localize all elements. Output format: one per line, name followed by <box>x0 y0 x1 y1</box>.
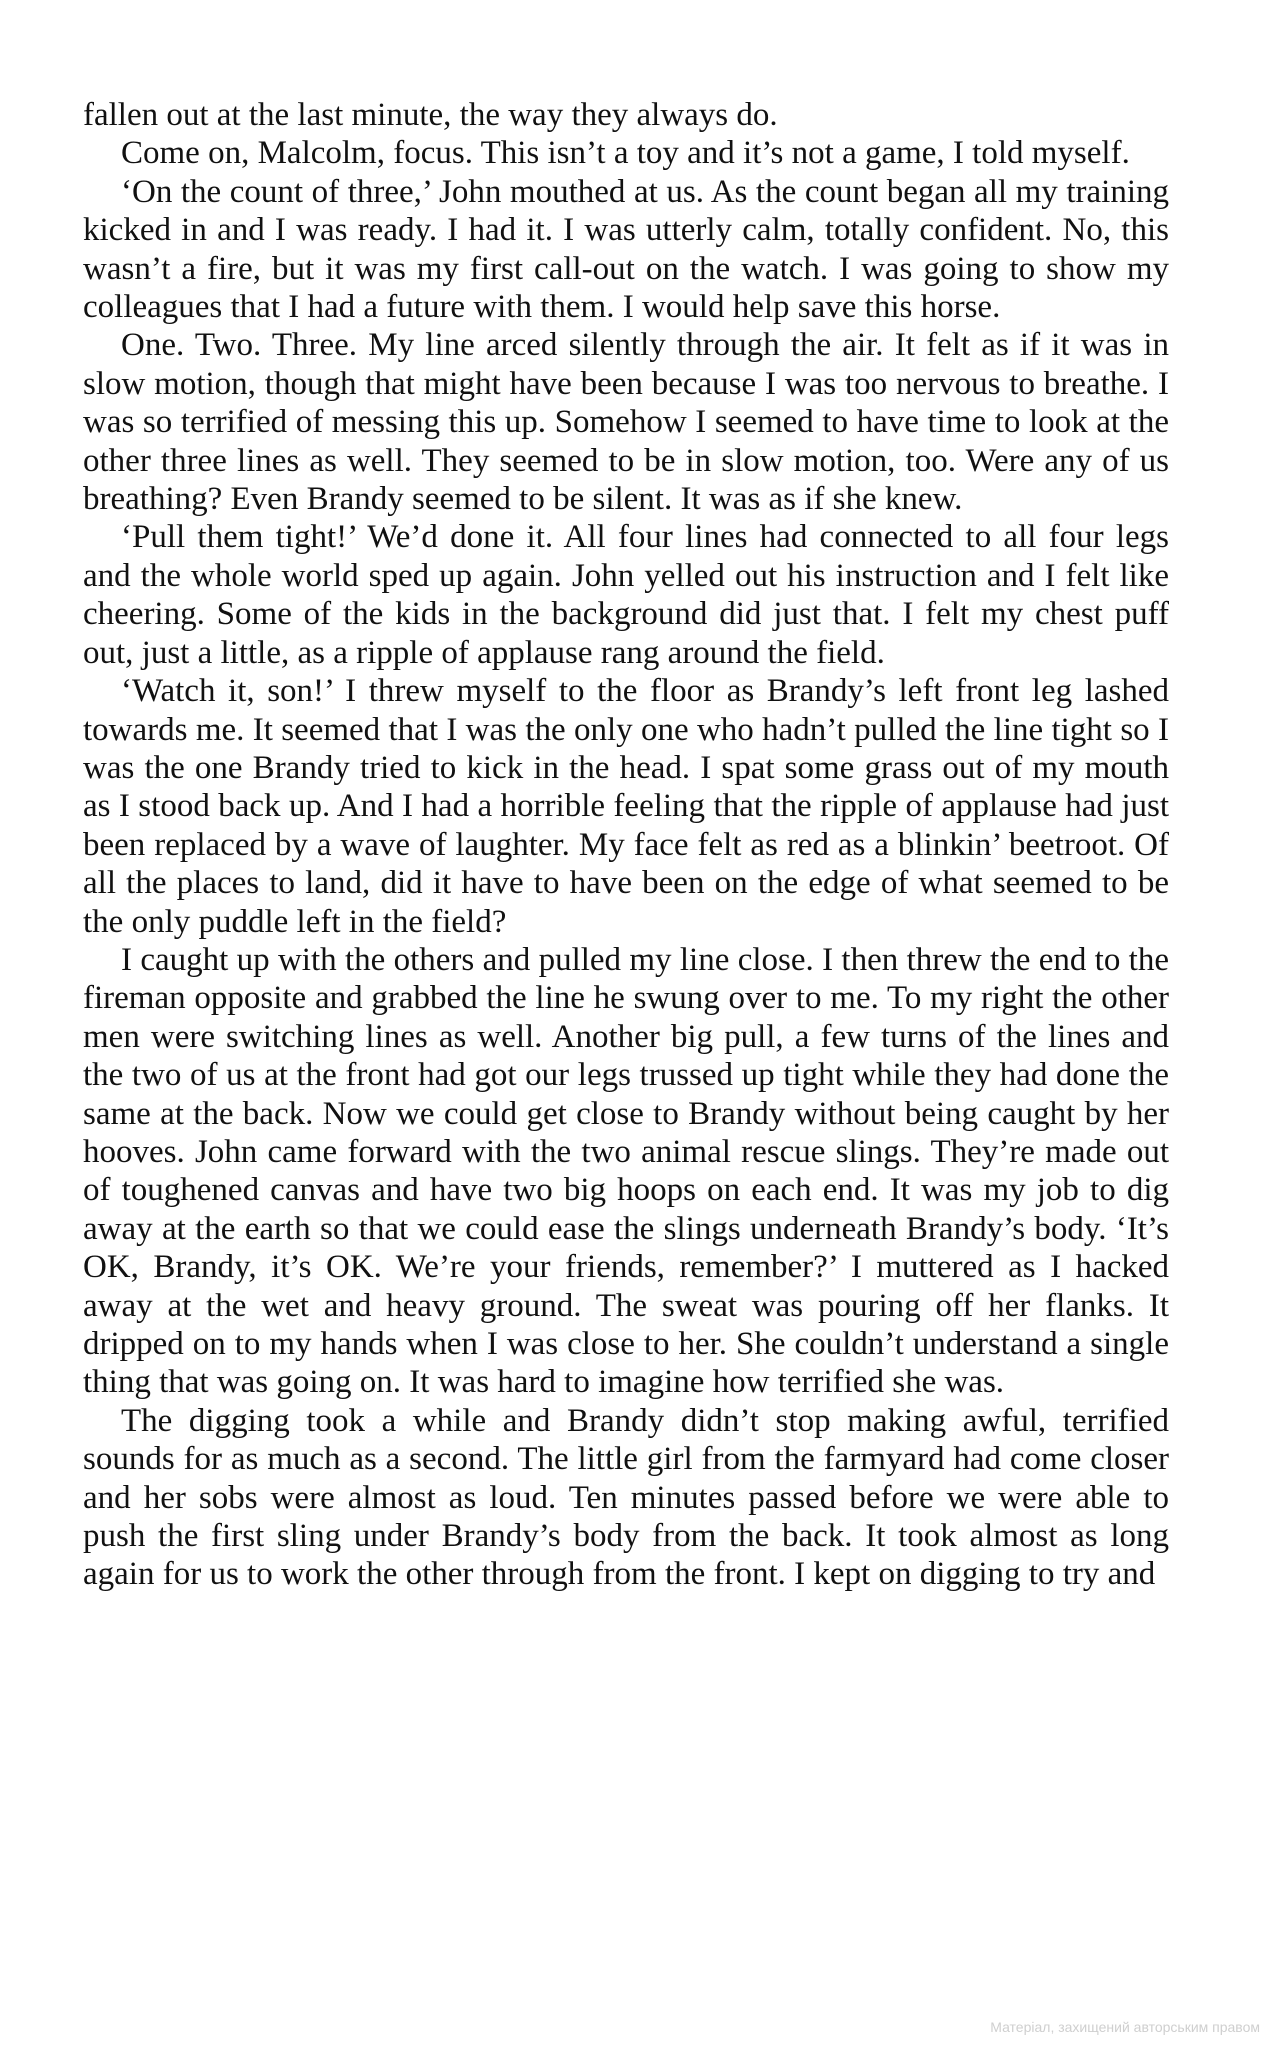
paragraph: ‘On the count of three,’ John mouthed at us. As the count began all my training kicked in and I was ready. I had it. I was utterly calm, totally confident. No, this wasn’t a fire, but it was my first call-out on the watch. I was going to show my colleagues that I had a future with them. I would help save this horse. <box>83 173 1169 326</box>
paragraph: Come on, Malcolm, focus. This isn’t a toy and it’s not a game, I told myself. <box>121 135 1130 172</box>
paragraph: I caught up with the others and pulled my line close. I then threw the end to the fireman opposite and grabbed the line he swung over to me. To my right the other men were switching lines as well. Another big pull, a few turns of the lines and the two of us at the front had got our legs trussed up tight while they had done the same at the back. Now we could get close to Brandy without being caught by her hooves. John came forward with the two animal rescue slings. They’re made out of toughened canvas and have two big hoops on each end. It was my job to dig away at the earth so that we could ease the slings underneath Brandy’s body. ‘It’s OK, Brandy, it’s OK. We’re your friends, remember?’ I muttered as I hacked away at the wet and heavy ground. The sweat was pouring off her flanks. It dripped on to my hands when I was close to her. She couldn’t understand a single thing that was going on. It was hard to imagine how terrified she was. <box>83 941 1169 1401</box>
paragraph: One. Two. Three. My line arced silently through the air. It felt as if it was in slow motion, though that might have been because I was too nervous to breathe. I was so terrified of messing this up. Somehow I seemed to have time to look at the other three lines as well. They seemed to be in slow motion, too. Were any of us breathing? Even Brandy seemed to be silent. It was as if she knew. <box>83 327 1169 518</box>
copyright-watermark: Матеріал, захищений авторським правом <box>990 2019 1260 2035</box>
book-page-text <box>83 96 1169 1594</box>
paragraph: The digging took a while and Brandy didn’t stop making awful, terrified sounds for as much as a second. The little girl from the farmyard had come closer and her sobs were almost as loud. Ten minutes passed before we were able to push the first sling under Brandy’s body from the back. It took almost as long again for us to work the other through from the front. I kept on digging to try and <box>83 1402 1169 1593</box>
paragraph-continued: fallen out at the last minute, the way they always do. <box>83 97 778 133</box>
paragraph: ‘Pull them tight!’ We’d done it. All four lines had connected to all four legs and the whole world sped up again. John yelled out his instruction and I felt like cheering. Some of the kids in the background did just that. I felt my chest puff out, just a little, as a ripple of applause rang around the field. <box>83 519 1169 671</box>
paragraph: ‘Watch it, son!’ I threw myself to the floor as Brandy’s left front leg lashed towards me. It seemed that I was the only one who hadn’t pulled the line tight so I was the one Brandy tried to kick in the head. I spat some grass out of my mouth as I stood back up. And I had a horrible feeling that the ripple of applause had just been replaced by a wave of laughter. My face felt as red as a blinkin’ beetroot. Of all the places to land, did it have to have been on the edge of what seemed to be the only puddle left in the field? <box>83 673 1169 940</box>
